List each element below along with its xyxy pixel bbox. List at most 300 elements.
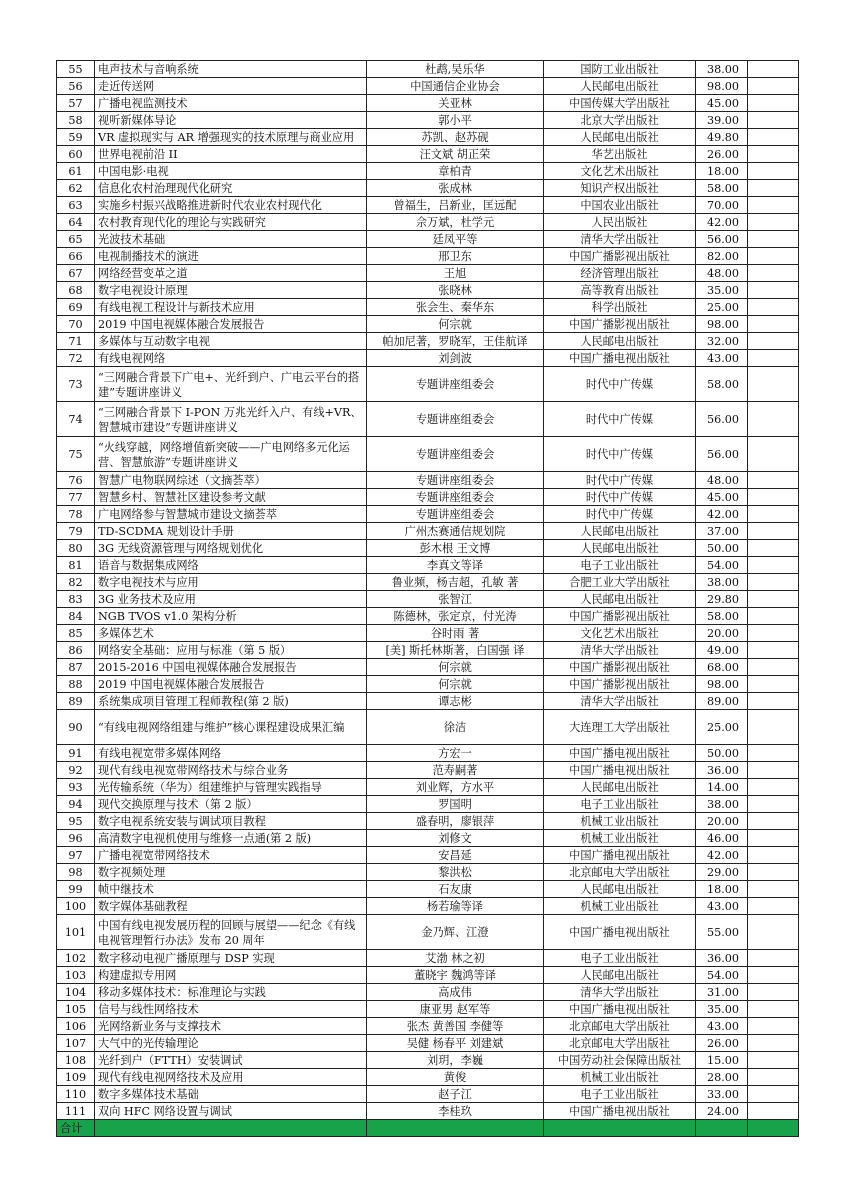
table-row (57, 523, 799, 540)
row-number-cell: 75 (57, 437, 95, 472)
book-title-cell: 3G 业务技术及应用 (95, 591, 367, 608)
total-empty-cell (748, 1120, 799, 1137)
row-number-cell: 78 (57, 506, 95, 523)
author-cell: 中国通信企业协会 (367, 78, 544, 95)
book-title-cell: 高清数字电视机使用与维修一点通(第 2 版) (95, 830, 367, 847)
book-title-cell: 光纤到户（FTTH）安装调试 (95, 1052, 367, 1069)
author-cell: 安昌延 (367, 847, 544, 864)
price-cell: 37.00 (696, 523, 748, 540)
book-title-cell: 现代交换原理与技术（第 2 版） (95, 796, 367, 813)
publisher-cell: 中国广播影视出版社 (544, 316, 696, 333)
author-cell: 董晓宇 魏鸿等译 (367, 967, 544, 984)
price-cell: 48.00 (696, 265, 748, 282)
table-row (57, 95, 799, 112)
price-cell: 29.00 (696, 864, 748, 881)
empty-cell (748, 915, 799, 950)
row-number-cell: 63 (57, 197, 95, 214)
price-cell: 48.00 (696, 472, 748, 489)
author-cell: 王旭 (367, 265, 544, 282)
table-row (57, 591, 799, 608)
empty-cell (748, 898, 799, 915)
book-title-cell: 数字电视系统安装与调试项目教程 (95, 813, 367, 830)
table-row (57, 333, 799, 350)
book-title-cell: 2019 中国电视媒体融合发展报告 (95, 676, 367, 693)
empty-cell (748, 112, 799, 129)
row-number-cell: 87 (57, 659, 95, 676)
author-cell: 刘业辉，方水平 (367, 779, 544, 796)
price-cell: 43.00 (696, 1018, 748, 1035)
publisher-cell: 北京邮电大学出版社 (544, 1018, 696, 1035)
book-title-cell: 多媒体艺术 (95, 625, 367, 642)
table-row (57, 61, 799, 78)
publisher-cell: 清华大学出版社 (544, 693, 696, 710)
author-cell: 高成伟 (367, 984, 544, 1001)
publisher-cell: 北京邮电大学出版社 (544, 1035, 696, 1052)
book-title-cell: 走近传送网 (95, 78, 367, 95)
empty-cell (748, 437, 799, 472)
price-cell: 54.00 (696, 557, 748, 574)
row-number-cell: 74 (57, 402, 95, 437)
book-title-cell: 农村教育现代化的理论与实践研究 (95, 214, 367, 231)
author-cell: 专题讲座组委会 (367, 402, 544, 437)
row-number-cell: 84 (57, 608, 95, 625)
book-title-cell: 数字电视设计原理 (95, 282, 367, 299)
author-cell: [美] 斯托林斯著，白国强 译 (367, 642, 544, 659)
book-title-cell: 数字电视技术与应用 (95, 574, 367, 591)
book-title-cell: TD-SCDMA 规划设计手册 (95, 523, 367, 540)
price-cell: 32.00 (696, 333, 748, 350)
price-cell: 56.00 (696, 402, 748, 437)
table-row (57, 265, 799, 282)
author-cell: 关亚林 (367, 95, 544, 112)
author-cell: 李桂玖 (367, 1103, 544, 1120)
price-cell: 89.00 (696, 693, 748, 710)
table-row (57, 693, 799, 710)
price-cell: 38.00 (696, 574, 748, 591)
publisher-cell: 中国广播电视出版社 (544, 1103, 696, 1120)
author-cell: 佘万斌，杜学元 (367, 214, 544, 231)
table-row (57, 163, 799, 180)
author-cell: 彭木根 王文博 (367, 540, 544, 557)
book-title-cell: 信息化农村治理现代化研究 (95, 180, 367, 197)
price-cell: 56.00 (696, 231, 748, 248)
publisher-cell: 机械工业出版社 (544, 813, 696, 830)
publisher-cell: 中国广播电视出版社 (544, 847, 696, 864)
publisher-cell: 清华大学出版社 (544, 642, 696, 659)
book-title-cell: 世界电视前沿 II (95, 146, 367, 163)
price-cell: 18.00 (696, 163, 748, 180)
empty-cell (748, 1001, 799, 1018)
publisher-cell: 中国劳动社会保障出版社 (544, 1052, 696, 1069)
author-cell: 黎洪松 (367, 864, 544, 881)
book-title-cell: 电声技术与音响系统 (95, 61, 367, 78)
publisher-cell: 中国广播电视出版社 (544, 1001, 696, 1018)
book-title-cell: 数字移动电视广播原理与 DSP 实现 (95, 950, 367, 967)
empty-cell (748, 967, 799, 984)
author-cell: 刘修文 (367, 830, 544, 847)
author-cell: 金乃辉、江澄 (367, 915, 544, 950)
author-cell: 徐洁 (367, 710, 544, 745)
table-row (57, 282, 799, 299)
table-row (57, 129, 799, 146)
row-number-cell: 89 (57, 693, 95, 710)
row-number-cell: 62 (57, 180, 95, 197)
book-title-cell: VR 虚拟现实与 AR 增强现实的技术原理与商业应用 (95, 129, 367, 146)
row-number-cell: 109 (57, 1069, 95, 1086)
book-title-cell: 构建虚拟专用网 (95, 967, 367, 984)
price-cell: 70.00 (696, 197, 748, 214)
book-title-cell: 网络经营变革之道 (95, 265, 367, 282)
book-title-cell: “有线电视网络组建与维护”核心课程建设成果汇编 (95, 710, 367, 745)
row-number-cell: 106 (57, 1018, 95, 1035)
table-row (57, 1035, 799, 1052)
author-cell: 何宗就 (367, 316, 544, 333)
empty-cell (748, 813, 799, 830)
price-cell: 26.00 (696, 146, 748, 163)
publisher-cell: 中国广播影视出版社 (544, 676, 696, 693)
empty-cell (748, 78, 799, 95)
author-cell: 谭志彬 (367, 693, 544, 710)
price-cell: 43.00 (696, 350, 748, 367)
row-number-cell: 66 (57, 248, 95, 265)
empty-cell (748, 1035, 799, 1052)
book-title-cell: 2015-2016 中国电视媒体融合发展报告 (95, 659, 367, 676)
empty-cell (748, 489, 799, 506)
publisher-cell: 中国广播电视出版社 (544, 745, 696, 762)
author-cell: 范寿嗣著 (367, 762, 544, 779)
publisher-cell: 高等教育出版社 (544, 282, 696, 299)
row-number-cell: 59 (57, 129, 95, 146)
author-cell: 刘剑波 (367, 350, 544, 367)
table-row (57, 112, 799, 129)
table-row (57, 231, 799, 248)
publisher-cell: 中国广播影视出版社 (544, 659, 696, 676)
empty-cell (748, 950, 799, 967)
price-cell: 58.00 (696, 608, 748, 625)
publisher-cell: 人民邮电出版社 (544, 591, 696, 608)
row-number-cell: 100 (57, 898, 95, 915)
publisher-cell: 清华大学出版社 (544, 231, 696, 248)
book-title-cell: 光传输系统（华为）组建维护与管理实践指导 (95, 779, 367, 796)
publisher-cell: 时代中广传媒 (544, 489, 696, 506)
author-cell: 广州杰赛通信规划院 (367, 523, 544, 540)
publisher-cell: 时代中广传媒 (544, 472, 696, 489)
empty-cell (748, 881, 799, 898)
author-cell: 张成林 (367, 180, 544, 197)
row-number-cell: 108 (57, 1052, 95, 1069)
publisher-cell: 机械工业出版社 (544, 898, 696, 915)
empty-cell (748, 540, 799, 557)
publisher-cell: 大连理工大学出版社 (544, 710, 696, 745)
empty-cell (748, 129, 799, 146)
table-row (57, 540, 799, 557)
book-title-cell: 广电网络参与智慧城市建设文摘荟萃 (95, 506, 367, 523)
total-empty-cell (696, 1120, 748, 1137)
total-label: 合计 (57, 1120, 95, 1137)
table-row (57, 1052, 799, 1069)
empty-cell (748, 506, 799, 523)
empty-cell (748, 265, 799, 282)
price-cell: 28.00 (696, 1069, 748, 1086)
table-row (57, 437, 799, 472)
empty-cell (748, 146, 799, 163)
publisher-cell: 中国广播电视出版社 (544, 915, 696, 950)
price-cell: 58.00 (696, 367, 748, 402)
price-cell: 56.00 (696, 437, 748, 472)
book-title-cell: 视听新媒体导论 (95, 112, 367, 129)
row-number-cell: 95 (57, 813, 95, 830)
table-row (57, 881, 799, 898)
table-row (57, 642, 799, 659)
author-cell: 艾渤 林之初 (367, 950, 544, 967)
publisher-cell: 科学出版社 (544, 299, 696, 316)
price-cell: 31.00 (696, 984, 748, 1001)
price-cell: 50.00 (696, 745, 748, 762)
author-cell: 李真文等译 (367, 557, 544, 574)
price-cell: 45.00 (696, 95, 748, 112)
empty-cell (748, 180, 799, 197)
price-cell: 24.00 (696, 1103, 748, 1120)
author-cell: 康亚男 赵军等 (367, 1001, 544, 1018)
total-empty-cell (367, 1120, 544, 1137)
table-row (57, 864, 799, 881)
table-row (57, 402, 799, 437)
price-cell: 98.00 (696, 676, 748, 693)
empty-cell (748, 1103, 799, 1120)
table-row (57, 1103, 799, 1120)
author-cell: 杨若瑜等译 (367, 898, 544, 915)
publisher-cell: 人民邮电出版社 (544, 779, 696, 796)
author-cell: 苏凯、赵苏砚 (367, 129, 544, 146)
book-title-cell: 数字视频处理 (95, 864, 367, 881)
row-number-cell: 102 (57, 950, 95, 967)
book-title-cell: 双向 HFC 网络设置与调试 (95, 1103, 367, 1120)
book-title-cell: 智慧广电物联网综述（文摘荟萃） (95, 472, 367, 489)
author-cell: 郭小平 (367, 112, 544, 129)
price-cell: 49.80 (696, 129, 748, 146)
publisher-cell: 人民邮电出版社 (544, 967, 696, 984)
empty-cell (748, 984, 799, 1001)
book-list-body (57, 61, 799, 1137)
price-cell: 20.00 (696, 625, 748, 642)
row-number-cell: 64 (57, 214, 95, 231)
author-cell: 张会生、秦华东 (367, 299, 544, 316)
table-row (57, 557, 799, 574)
table-row (57, 762, 799, 779)
empty-cell (748, 282, 799, 299)
empty-cell (748, 1052, 799, 1069)
author-cell: 专题讲座组委会 (367, 437, 544, 472)
table-row (57, 847, 799, 864)
publisher-cell: 文化艺术出版社 (544, 625, 696, 642)
row-number-cell: 57 (57, 95, 95, 112)
author-cell: 专题讲座组委会 (367, 472, 544, 489)
table-row (57, 489, 799, 506)
publisher-cell: 电子工业出版社 (544, 950, 696, 967)
book-title-cell: 光波技术基础 (95, 231, 367, 248)
price-cell: 50.00 (696, 540, 748, 557)
table-row (57, 950, 799, 967)
price-cell: 29.80 (696, 591, 748, 608)
author-cell: 何宗就 (367, 659, 544, 676)
price-cell: 36.00 (696, 950, 748, 967)
row-number-cell: 90 (57, 710, 95, 745)
publisher-cell: 人民邮电出版社 (544, 333, 696, 350)
row-number-cell: 70 (57, 316, 95, 333)
table-row (57, 915, 799, 950)
empty-cell (748, 710, 799, 745)
empty-cell (748, 523, 799, 540)
row-number-cell: 98 (57, 864, 95, 881)
table-row (57, 180, 799, 197)
price-cell: 54.00 (696, 967, 748, 984)
empty-cell (748, 95, 799, 112)
empty-cell (748, 248, 799, 265)
publisher-cell: 经济管理出版社 (544, 265, 696, 282)
publisher-cell: 时代中广传媒 (544, 402, 696, 437)
book-title-cell: 电视制播技术的演进 (95, 248, 367, 265)
publisher-cell: 中国广播影视出版社 (544, 248, 696, 265)
table-row (57, 472, 799, 489)
row-number-cell: 110 (57, 1086, 95, 1103)
table-row (57, 710, 799, 745)
book-title-cell: 2019 中国电视媒体融合发展报告 (95, 316, 367, 333)
row-number-cell: 107 (57, 1035, 95, 1052)
empty-cell (748, 659, 799, 676)
row-number-cell: 93 (57, 779, 95, 796)
table-row (57, 367, 799, 402)
empty-cell (748, 231, 799, 248)
empty-cell (748, 847, 799, 864)
empty-cell (748, 557, 799, 574)
table-row (57, 214, 799, 231)
row-number-cell: 86 (57, 642, 95, 659)
row-number-cell: 97 (57, 847, 95, 864)
price-cell: 38.00 (696, 61, 748, 78)
author-cell: 吴健 杨春平 刘建斌 (367, 1035, 544, 1052)
publisher-cell: 北京邮电大学出版社 (544, 864, 696, 881)
row-number-cell: 92 (57, 762, 95, 779)
table-row (57, 1086, 799, 1103)
author-cell: 杜鹉,吴乐华 (367, 61, 544, 78)
table-row (57, 197, 799, 214)
row-number-cell: 71 (57, 333, 95, 350)
empty-cell (748, 316, 799, 333)
book-title-cell: “三网融合背景下广电+、光纤到户、广电云平台的搭建”专题讲座讲义 (95, 367, 367, 402)
table-row (57, 350, 799, 367)
price-cell: 98.00 (696, 78, 748, 95)
empty-cell (748, 197, 799, 214)
table-row (57, 967, 799, 984)
table-row (57, 796, 799, 813)
book-title-cell: 系统集成项目管理工程师教程(第 2 版) (95, 693, 367, 710)
book-title-cell: 数字媒体基础教程 (95, 898, 367, 915)
price-cell: 35.00 (696, 282, 748, 299)
row-number-cell: 101 (57, 915, 95, 950)
empty-cell (748, 796, 799, 813)
publisher-cell: 人民邮电出版社 (544, 78, 696, 95)
row-number-cell: 82 (57, 574, 95, 591)
row-number-cell: 91 (57, 745, 95, 762)
empty-cell (748, 1069, 799, 1086)
row-number-cell: 99 (57, 881, 95, 898)
table-row (57, 659, 799, 676)
price-cell: 39.00 (696, 112, 748, 129)
publisher-cell: 人民邮电出版社 (544, 881, 696, 898)
price-cell: 26.00 (696, 1035, 748, 1052)
price-cell: 14.00 (696, 779, 748, 796)
table-row (57, 1069, 799, 1086)
empty-cell (748, 1018, 799, 1035)
author-cell: 张晓林 (367, 282, 544, 299)
publisher-cell: 人民出版社 (544, 214, 696, 231)
publisher-cell: 电子工业出版社 (544, 557, 696, 574)
publisher-cell: 时代中广传媒 (544, 367, 696, 402)
row-number-cell: 56 (57, 78, 95, 95)
table-row (57, 299, 799, 316)
price-cell: 36.00 (696, 762, 748, 779)
empty-cell (748, 350, 799, 367)
book-title-cell: 多媒体与互动数字电视 (95, 333, 367, 350)
publisher-cell: 中国农业出版社 (544, 197, 696, 214)
empty-cell (748, 693, 799, 710)
price-cell: 35.00 (696, 1001, 748, 1018)
table-row (57, 745, 799, 762)
author-cell: 方宏一 (367, 745, 544, 762)
price-cell: 55.00 (696, 915, 748, 950)
publisher-cell: 文化艺术出版社 (544, 163, 696, 180)
book-title-cell: 中国有线电视发展历程的回顾与展望——纪念《有线电视管理暂行办法》发布 20 周年 (95, 915, 367, 950)
book-title-cell: 中国电影·电视 (95, 163, 367, 180)
row-number-cell: 85 (57, 625, 95, 642)
table-row (57, 1001, 799, 1018)
empty-cell (748, 163, 799, 180)
row-number-cell: 58 (57, 112, 95, 129)
price-cell: 20.00 (696, 813, 748, 830)
empty-cell (748, 830, 799, 847)
publisher-cell: 人民邮电出版社 (544, 129, 696, 146)
publisher-cell: 时代中广传媒 (544, 506, 696, 523)
book-title-cell: 数字多媒体技术基础 (95, 1086, 367, 1103)
row-number-cell: 111 (57, 1103, 95, 1120)
empty-cell (748, 367, 799, 402)
table-row (57, 146, 799, 163)
author-cell: 廷凤平等 (367, 231, 544, 248)
empty-cell (748, 472, 799, 489)
book-title-cell: 有线电视工程设计与新技术应用 (95, 299, 367, 316)
price-cell: 49.00 (696, 642, 748, 659)
empty-cell (748, 574, 799, 591)
book-title-cell: 实施乡村振兴战略推进新时代农业农村现代化 (95, 197, 367, 214)
book-title-cell: 广播电视监测技术 (95, 95, 367, 112)
publisher-cell: 中国广播影视出版社 (544, 608, 696, 625)
publisher-cell: 机械工业出版社 (544, 1069, 696, 1086)
empty-cell (748, 779, 799, 796)
total-row (57, 1120, 799, 1137)
empty-cell (748, 864, 799, 881)
row-number-cell: 83 (57, 591, 95, 608)
publisher-cell: 国防工业出版社 (544, 61, 696, 78)
empty-cell (748, 299, 799, 316)
empty-cell (748, 402, 799, 437)
publisher-cell: 中国广播电视出版社 (544, 762, 696, 779)
book-title-cell: 光网络新业务与支撑技术 (95, 1018, 367, 1035)
book-title-cell: “三网融合背景下 I-PON 万兆光纤入户、有线+VR、智慧城市建设”专题讲座讲义 (95, 402, 367, 437)
row-number-cell: 67 (57, 265, 95, 282)
book-title-cell: NGB TVOS v1.0 架构分析 (95, 608, 367, 625)
author-cell: 陈德林，张定京，付光涛 (367, 608, 544, 625)
table-row (57, 248, 799, 265)
